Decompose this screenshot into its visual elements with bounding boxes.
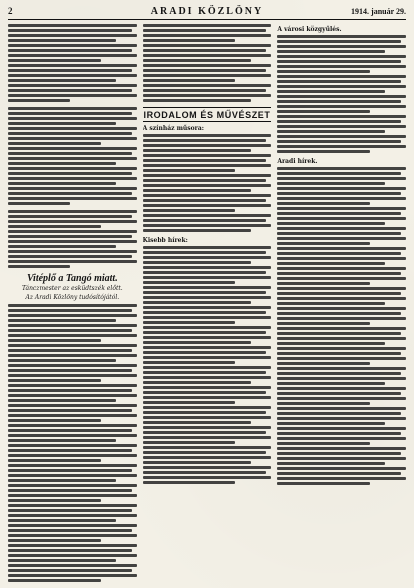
middle-text-block-2 [143,134,272,232]
header-rule [8,19,406,20]
left-section-title: Vitéplő a Tangó miatt. [26,273,118,284]
right-small-heading-1: A városi közgyűlés. [277,26,342,33]
article-columns [8,23,406,583]
right-column [277,23,406,583]
left-text-block-4 [8,304,137,582]
middle-text-block-1 [143,24,272,102]
newspaper-title: ARADI KÖZLÖNY [150,5,264,17]
right-text-block-2 [277,167,406,485]
left-text-block-3 [8,210,137,268]
page-number: 2 [8,6,13,16]
middle-small-heading-2: Kisebb hírek: [142,237,188,244]
left-text-block-2 [8,107,137,205]
middle-box-title: IRODALOM ÉS MŰVÉSZET [143,107,272,122]
issue-date: 1914. január 29. [351,6,406,16]
middle-small-heading-1: A színház műsora: [142,125,204,132]
left-text-block-1 [8,24,137,102]
right-small-heading-2: Aradi hírek. [277,158,318,165]
left-byline: Az Aradi Közlöny tudósítójától. [25,294,120,301]
right-text-block-1 [277,35,406,153]
left-section-subtitle: Tánczmester az esküdtszék előtt. [21,285,123,292]
left-column [8,23,137,583]
middle-column [143,23,272,583]
middle-text-block-3 [143,246,272,484]
masthead [8,4,406,18]
